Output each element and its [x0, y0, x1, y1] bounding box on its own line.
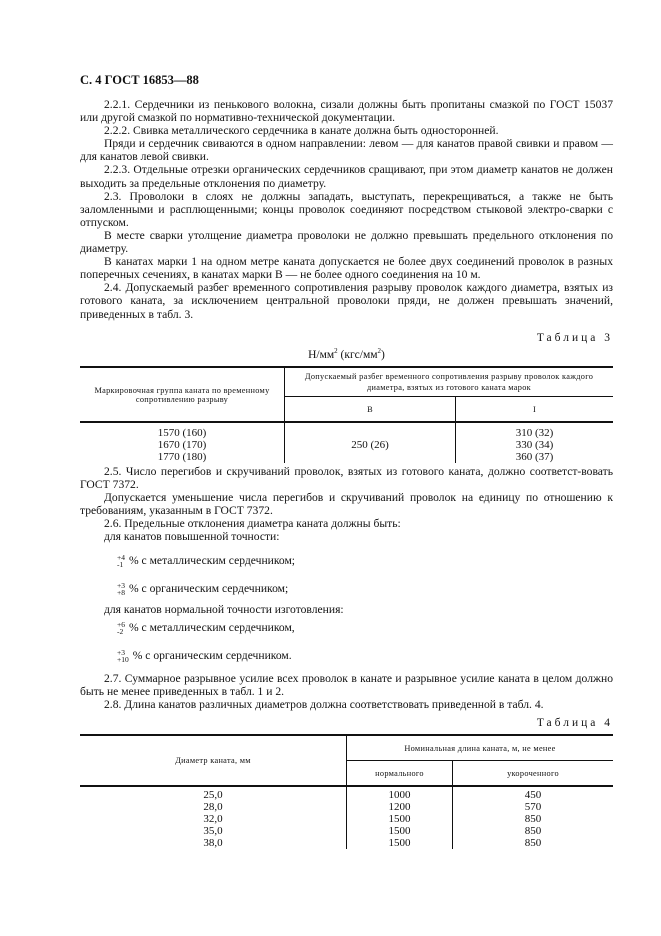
- text-block-a: [80, 98, 613, 321]
- cell: 850: [524, 825, 542, 837]
- table3-caption: Таблица 3: [536, 332, 613, 344]
- table3-units: [80, 347, 613, 361]
- table3-col1-header: Маркировочная группа каната по временному сопротивлению разрыву: [80, 367, 285, 422]
- cell: 38,0: [203, 837, 223, 849]
- paragraph: 2.7. Суммарное разрывное усилие всех проволок в канате и разрывное усилие каната в целом должно быть не менее приведенных в табл. 1 и 2.: [80, 672, 613, 699]
- lower: -2: [117, 627, 124, 637]
- table4-short: [453, 786, 614, 849]
- table-4: [80, 734, 613, 849]
- upper: +4: [117, 553, 125, 563]
- paragraph: для канатов повышенной точности:: [104, 530, 280, 544]
- lower: +10: [117, 655, 129, 665]
- cell: 1770 (180): [157, 451, 207, 463]
- cell: 1670 (170): [157, 439, 207, 451]
- table3-i-values: [456, 422, 614, 463]
- lower: -1: [117, 560, 124, 570]
- cell: 35,0: [203, 825, 223, 837]
- tolerance-text: % с металлическим сердечником,: [128, 621, 295, 634]
- table4-diameters: [80, 786, 347, 849]
- table3-b-value: 250 (26): [285, 422, 456, 463]
- table3-groups: [80, 422, 285, 463]
- lower: +8: [117, 588, 125, 598]
- cell: 1000: [388, 789, 411, 801]
- units-text: (кгс/мм: [337, 348, 378, 361]
- paragraph: Допускается уменьшение числа перегибов и скручиваний проволок на единицу по отношению к требованиям, указанным в ГОСТ 7372.: [80, 491, 613, 518]
- paragraph: 2.8. Длина канатов различных диаметров должна соответствовать приведенной в табл. 4.: [104, 698, 544, 712]
- paragraph: 2.2.1. Сердечники из пенькового волокна, сизали должны быть пропитаны смазкой по ГОСТ 15037 или другой смазкой по нормативно-технической документации.: [80, 98, 613, 125]
- table-3: [80, 366, 613, 463]
- tolerance-item: [117, 621, 295, 635]
- paragraph: В месте сварки утолщение диаметра проволоки не должно превышать предельного отклонения по диаметру.: [80, 228, 613, 256]
- tolerance-text: % с органическим сердечником;: [128, 582, 289, 595]
- cell: 25,0: [203, 789, 223, 801]
- tolerance-item: [117, 582, 288, 596]
- cell: 360 (37): [515, 451, 554, 463]
- paragraph: 2.6. Предельные отклонения диаметра каната должны быть:: [104, 517, 401, 531]
- tolerance-item: [117, 554, 295, 568]
- paragraph: 2.4. Допускаемый разбег временного сопротивления разрыву проволок каждого диаметра, взятых из готового каната, за исключением центральной проволоки пряди, не должен превышать значений, приведенных в табл. 3.: [80, 281, 613, 321]
- upper: +3: [117, 581, 125, 591]
- paragraph: 2.3. Проволоки в слоях не должны западать, выступать, перекрещиваться, а также не быть заломленными и расплющенными; концы проволок соединяют посредством стыковой электро-сварки с отпуском.: [80, 189, 613, 229]
- table3-col2-header: Допускаемый разбег временного сопротивления разрыву проволок каждого диаметра, взятых из готового каната марок: [285, 367, 614, 397]
- cell: 32,0: [203, 813, 223, 825]
- cell: 850: [524, 837, 542, 849]
- table4-normal: [347, 786, 453, 849]
- cell: 1570 (160): [157, 427, 207, 439]
- units-sup: 2: [334, 347, 338, 355]
- units-text: ): [381, 348, 385, 361]
- cell: 330 (34): [515, 439, 554, 451]
- cell: 1500: [388, 837, 411, 849]
- tolerance-text: % с металлическим сердечником;: [128, 554, 296, 567]
- cell: 1200: [388, 801, 411, 813]
- table3-sub-b: В: [285, 397, 456, 423]
- upper: +3: [117, 648, 125, 658]
- cell: 1500: [388, 825, 411, 837]
- text-block-b: [80, 465, 613, 544]
- cell: 310 (32): [515, 427, 554, 439]
- table3-sub-i: I: [532, 404, 537, 414]
- table4-sub-short: укороченного: [507, 768, 559, 778]
- page-header: С. 4 ГОСТ 16853—88: [80, 73, 199, 87]
- paragraph: В канатах марки 1 на одном метре каната допускается не более двух соединений проволок в разных поперечных сечениях, в канатах марки В — не более одного соединения на 10 м.: [80, 255, 613, 282]
- tolerance-item: [117, 649, 292, 663]
- cell: 450: [524, 789, 542, 801]
- paragraph: 2.2.2. Свивка металлического сердечника в канате должна быть односторонней.: [104, 124, 499, 138]
- normal-label: для канатов нормальной точности изготовления:: [104, 603, 344, 616]
- tolerance-text: % с органическим сердечником.: [132, 649, 292, 662]
- upper: +6: [117, 620, 125, 630]
- table4-sub-normal: нормального: [347, 761, 453, 787]
- paragraph: Пряди и сердечник свиваются в одном направлении: левом — для канатов правой свивки и правом — для канатов левой свивки.: [80, 137, 613, 164]
- paragraph: 2.5. Число перегибов и скручиваний проволок, взятых из готового каната, должно соответст-вовать ГОСТ 7372.: [80, 465, 613, 492]
- table4-col2-header: Номинальная длина каната, м, не менее: [347, 735, 614, 761]
- cell: 570: [524, 801, 542, 813]
- cell: 28,0: [203, 801, 223, 813]
- paragraph: 2.2.3. Отдельные отрезки органических сердечников сращивают, при этом диаметр канатов не должен выходить за предельные отклонения по диаметру.: [80, 163, 613, 190]
- cell: 1500: [388, 813, 411, 825]
- units-sup: 2: [377, 347, 382, 355]
- units-text: Н/мм: [308, 348, 335, 361]
- text-block-c: [80, 672, 613, 711]
- table4-col1-header: Диаметр каната, мм: [80, 735, 347, 786]
- table4-caption: Таблица 4: [536, 717, 613, 729]
- cell: 850: [524, 813, 542, 825]
